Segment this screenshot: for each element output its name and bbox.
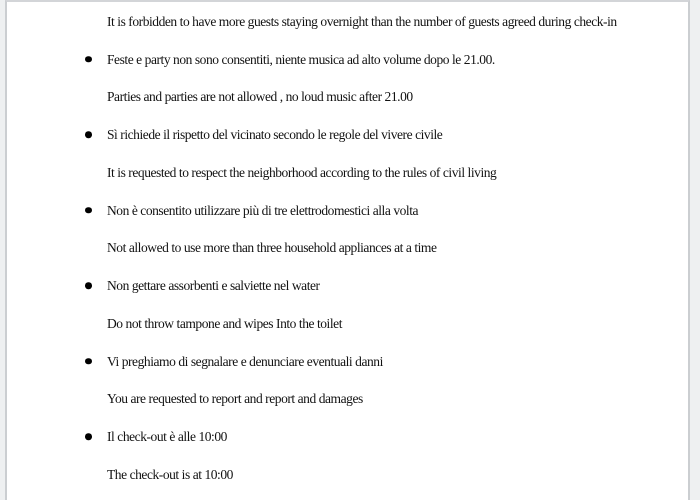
rule-line-english (7, 305, 688, 343)
rule-text-italian: Il check-out è alle 10:00 (107, 429, 227, 445)
rule-text-english: The check-out is at 10:00 (107, 466, 233, 482)
bullet-icon (85, 433, 92, 440)
rule-text-english: It is forbidden to have more guests staying overnight than the number of guests agreed during check-in (107, 13, 617, 29)
rule-line-english (7, 230, 688, 268)
rule-line-english (7, 381, 688, 419)
rule-line-english (7, 154, 688, 192)
rule-text-english: Do not throw tampone and wipes Into the toilet (107, 315, 343, 331)
rule-text-english: It is requested to respect the neighborhood according to the rules of civil living (107, 164, 497, 180)
rule-line-italian (7, 343, 688, 381)
bullet-icon (85, 207, 92, 214)
rule-line-italian (7, 192, 688, 230)
rules-list (7, 2, 688, 494)
rule-line-italian (7, 267, 688, 305)
rule-text-english: You are requested to report and report and damages (107, 391, 363, 407)
rule-text-italian: Sì richiede il rispetto del vicinato secondo le regole del vivere civile (107, 127, 443, 143)
rule-line-english (7, 79, 688, 117)
rule-line-english (7, 456, 688, 494)
rule-line-italian (7, 41, 688, 79)
rule-text-english: Parties and parties are not allowed , no loud music after 21.00 (107, 89, 413, 105)
bullet-icon (85, 358, 92, 365)
rule-text-italian: Non è consentito utilizzare più di tre elettrodomestici alla volta (107, 202, 419, 218)
document-page (5, 0, 690, 500)
rule-line-italian (7, 418, 688, 456)
rule-text-italian: Feste e party non sono consentiti, niente musica ad alto volume dopo le 21.00. (107, 51, 495, 67)
rule-text-italian: Vi preghiamo di segnalare e denunciare eventuali danni (107, 353, 383, 369)
bullet-icon (85, 56, 92, 63)
bullet-icon (85, 282, 92, 289)
bullet-icon (85, 131, 92, 138)
rule-line-italian (7, 116, 688, 154)
rule-text-italian: Non gettare assorbenti e salviette nel water (107, 278, 320, 294)
intro-line (7, 3, 688, 41)
rule-text-english: Not allowed to use more than three household appliances at a time (107, 240, 437, 256)
